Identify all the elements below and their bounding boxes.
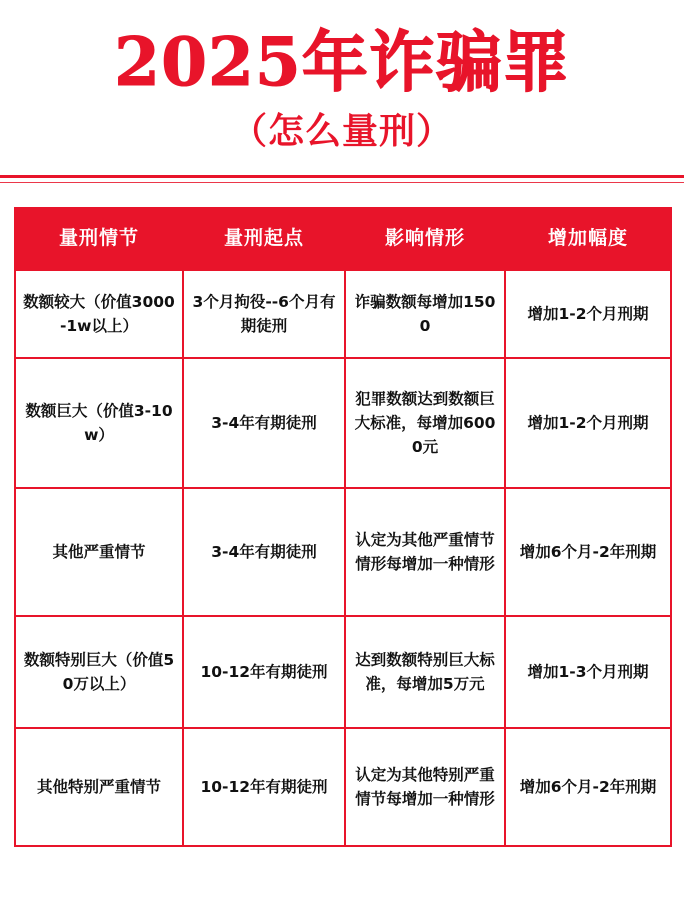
cell-starting-point: 10-12年有期徒刑	[183, 616, 345, 728]
table-header	[15, 208, 671, 270]
table-row	[15, 616, 671, 728]
divider-thick-line	[0, 175, 684, 178]
cell-increase: 增加6个月-2年刑期	[505, 488, 671, 616]
column-header-increase: 增加幅度	[505, 208, 671, 270]
page-subtitle: （怎么量刑）	[230, 109, 453, 152]
cell-circumstance: 其他特别严重情节	[15, 728, 183, 846]
title-block	[0, 0, 684, 153]
cell-starting-point: 10-12年有期徒刑	[183, 728, 345, 846]
cell-circumstance: 数额特别巨大（价值50万以上）	[15, 616, 183, 728]
cell-circumstance: 数额较大（价值3000-1w以上）	[15, 270, 183, 358]
table-body	[15, 270, 671, 846]
table-header-row	[15, 208, 671, 270]
cell-influence: 犯罪数额达到数额巨大标准，每增加6000元	[345, 358, 505, 488]
cell-circumstance: 其他严重情节	[15, 488, 183, 616]
cell-increase: 增加1-3个月刑期	[505, 616, 671, 728]
divider-thin-line	[0, 182, 684, 183]
column-header-influence: 影响情形	[345, 208, 505, 270]
table-container	[14, 207, 670, 847]
cell-influence: 诈骗数额每增加1500	[345, 270, 505, 358]
table-row	[15, 358, 671, 488]
cell-influence: 达到数额特别巨大标准，每增加5万元	[345, 616, 505, 728]
cell-starting-point: 3个月拘役--6个月有期徒刑	[183, 270, 345, 358]
cell-starting-point: 3-4年有期徒刑	[183, 488, 345, 616]
page-title: 2025年诈骗罪	[114, 23, 570, 101]
table-row	[15, 728, 671, 846]
cell-influence: 认定为其他严重情节情形每增加一种情形	[345, 488, 505, 616]
table-row	[15, 488, 671, 616]
sentencing-table	[14, 207, 672, 847]
cell-increase: 增加6个月-2年刑期	[505, 728, 671, 846]
cell-influence: 认定为其他特别严重情节每增加一种情形	[345, 728, 505, 846]
table-row	[15, 270, 671, 358]
cell-increase: 增加1-2个月刑期	[505, 358, 671, 488]
cell-starting-point: 3-4年有期徒刑	[183, 358, 345, 488]
column-header-circumstance: 量刑情节	[15, 208, 183, 270]
cell-increase: 增加1-2个月刑期	[505, 270, 671, 358]
cell-circumstance: 数额巨大（价值3-10w）	[15, 358, 183, 488]
column-header-starting-point: 量刑起点	[183, 208, 345, 270]
divider	[0, 175, 684, 183]
